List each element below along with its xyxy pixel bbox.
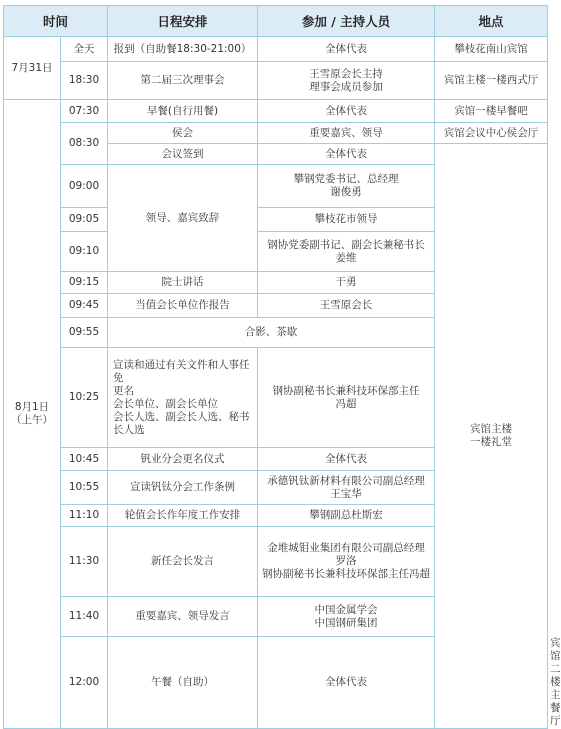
time-cell: 12:00 (61, 637, 108, 729)
place-cell: 宾馆主楼一楼西式厅 (435, 62, 548, 100)
item-cell: 第二届三次理事会 (108, 62, 258, 100)
place-cell-main-hall: 宾馆主楼 一楼礼堂 (435, 144, 548, 729)
item-cell: 侯会 (108, 123, 258, 144)
table-row (4, 62, 548, 100)
time-cell: 全天 (61, 37, 108, 62)
time-cell: 09:45 (61, 294, 108, 318)
table-row (4, 100, 548, 123)
people-cell: 王雪原会长 (258, 294, 435, 318)
time-cell: 11:30 (61, 527, 108, 597)
item-cell: 午餐（自助） (108, 637, 258, 729)
people-cell: 承德钒钛新材料有限公司副总经理 王宝华 (258, 471, 435, 505)
place-cell: 攀枝花南山宾馆 (435, 37, 548, 62)
people-cell: 攀钢副总杜斯宏 (258, 505, 435, 527)
item-cell: 合影、茶歇 (108, 318, 435, 348)
people-cell: 攀枝花市领导 (258, 208, 435, 232)
time-cell: 11:40 (61, 597, 108, 637)
people-cell: 全体代表 (258, 37, 435, 62)
table-row (4, 123, 548, 144)
header-time: 时间 (4, 6, 108, 37)
people-cell: 王雪原会长主持 理事会成员参加 (258, 62, 435, 100)
table-row (4, 37, 548, 62)
item-cell: 轮值会长作年度工作安排 (108, 505, 258, 527)
place-cell: 宾馆一楼早餐吧 (435, 100, 548, 123)
people-cell: 重要嘉宾、领导 (258, 123, 435, 144)
time-cell: 09:15 (61, 272, 108, 294)
day-cell-aug1: 8月1日 （上午） (4, 100, 61, 729)
item-cell: 钒业分会更名仪式 (108, 448, 258, 471)
time-cell: 11:10 (61, 505, 108, 527)
place-cell: 宾馆会议中心侯会厅 (435, 123, 548, 144)
header-schedule: 日程安排 (108, 6, 258, 37)
item-cell: 院士讲话 (108, 272, 258, 294)
time-cell: 10:55 (61, 471, 108, 505)
header-place: 地点 (435, 6, 548, 37)
item-cell: 重要嘉宾、领导发言 (108, 597, 258, 637)
day-cell-jul31: 7月31日 (4, 37, 61, 100)
people-cell: 全体代表 (258, 144, 435, 165)
people-cell: 钢协副秘书长兼科技环保部主任 冯超 (258, 348, 435, 448)
people-cell: 攀钢党委书记、总经理 谢俊勇 (258, 165, 435, 208)
people-cell: 干勇 (258, 272, 435, 294)
item-cell: 宣读钒钛分会工作条例 (108, 471, 258, 505)
time-cell: 10:45 (61, 448, 108, 471)
time-cell: 07:30 (61, 100, 108, 123)
time-cell: 09:05 (61, 208, 108, 232)
people-cell: 金堆城钼业集团有限公司副总经理 罗洛 钢协副秘书长兼科技环保部主任冯超 (258, 527, 435, 597)
item-cell: 报到（自助餐18:30-21:00） (108, 37, 258, 62)
schedule-table (3, 5, 561, 729)
time-cell: 09:55 (61, 318, 108, 348)
item-cell: 新任会长发言 (108, 527, 258, 597)
people-cell: 钢协党委副书记、副会长兼秘书长 姜维 (258, 232, 435, 272)
item-cell-welcome: 领导、嘉宾致辞 (108, 165, 258, 272)
time-cell: 10:25 (61, 348, 108, 448)
header-people: 参加 / 主持人员 (258, 6, 435, 37)
people-cell: 全体代表 (258, 100, 435, 123)
item-cell: 会议签到 (108, 144, 258, 165)
table-row: 12:00 午餐（自助） 全体代表 宾馆二楼主餐厅 (4, 637, 548, 729)
time-cell: 18:30 (61, 62, 108, 100)
time-cell: 09:10 (61, 232, 108, 272)
item-cell: 当值会长单位作报告 (108, 294, 258, 318)
people-cell: 全体代表 (258, 448, 435, 471)
people-cell: 全体代表 (258, 637, 435, 729)
people-cell: 中国金属学会 中国钢研集团 (258, 597, 435, 637)
time-cell: 08:30 (61, 123, 108, 165)
item-cell: 宣读和通过有关文件和人事任免 更名 会长单位、副会长单位 会长人选、副会长人选、秘书长人选 (108, 348, 258, 448)
time-cell: 09:00 (61, 165, 108, 208)
table-header-row (4, 6, 548, 37)
item-cell: 早餐(自行用餐) (108, 100, 258, 123)
